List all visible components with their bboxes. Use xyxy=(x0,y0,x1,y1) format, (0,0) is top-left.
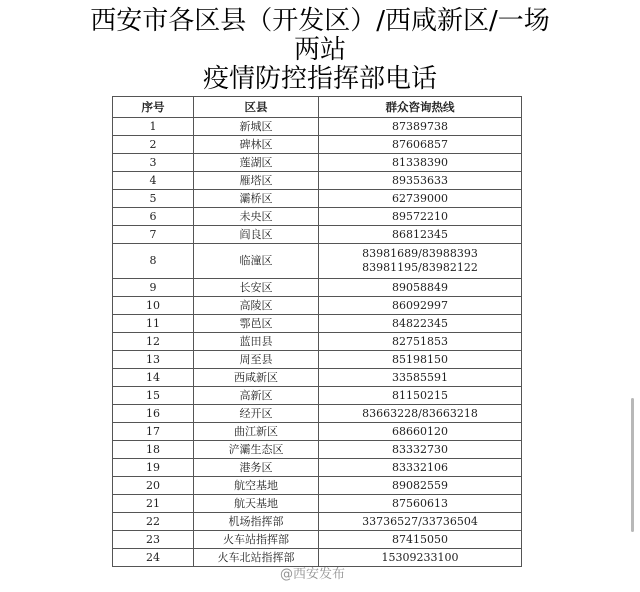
row-district: 新城区 xyxy=(194,118,319,136)
row-district: 碑林区 xyxy=(194,136,319,154)
hotline-table xyxy=(112,96,522,567)
row-district: 临潼区 xyxy=(194,244,319,279)
hotline-number: 86092997 xyxy=(392,298,448,312)
table-row xyxy=(113,441,522,459)
row-number: 8 xyxy=(113,244,194,279)
page-title-line-1: 西安市各区县（开发区）/西咸新区/一场 xyxy=(90,6,550,36)
hotline-number: 83332730 xyxy=(392,442,448,456)
row-number: 18 xyxy=(113,441,194,459)
watermark: @西安发布 xyxy=(280,567,346,582)
table-row xyxy=(113,405,522,423)
row-hotline xyxy=(319,495,522,513)
table-row xyxy=(113,244,522,279)
hotline-number: 68660120 xyxy=(392,424,448,438)
row-hotline xyxy=(319,513,522,531)
table-row xyxy=(113,369,522,387)
hotline-number: 89058849 xyxy=(392,280,448,294)
row-number: 24 xyxy=(113,549,194,567)
row-hotline xyxy=(319,118,522,136)
hotline-number: 89572210 xyxy=(392,209,448,223)
row-hotline xyxy=(319,279,522,297)
row-hotline xyxy=(319,136,522,154)
row-number: 3 xyxy=(113,154,194,172)
row-number: 1 xyxy=(113,118,194,136)
row-hotline xyxy=(319,549,522,567)
table-row xyxy=(113,226,522,244)
row-number: 2 xyxy=(113,136,194,154)
row-hotline xyxy=(319,387,522,405)
row-number: 5 xyxy=(113,190,194,208)
table-row xyxy=(113,423,522,441)
row-hotline xyxy=(319,154,522,172)
row-district: 港务区 xyxy=(194,459,319,477)
hotline-number: 33736527/33736504 xyxy=(362,514,478,528)
row-hotline xyxy=(319,172,522,190)
hotline-number: 85198150 xyxy=(392,352,448,366)
row-district: 航空基地 xyxy=(194,477,319,495)
row-district: 灞桥区 xyxy=(194,190,319,208)
hotline-number: 84822345 xyxy=(392,316,448,330)
row-hotline xyxy=(319,297,522,315)
row-number: 11 xyxy=(113,315,194,333)
hotline-number: 87415050 xyxy=(392,532,448,546)
row-hotline xyxy=(319,441,522,459)
row-number: 9 xyxy=(113,279,194,297)
row-hotline xyxy=(319,208,522,226)
row-district: 火车北站指挥部 xyxy=(194,549,319,567)
hotline-number: 83981195/83982122 xyxy=(362,261,478,274)
row-number: 16 xyxy=(113,405,194,423)
hotline-number: 82751853 xyxy=(392,334,448,348)
table-row xyxy=(113,531,522,549)
row-district: 经开区 xyxy=(194,405,319,423)
row-district: 浐灞生态区 xyxy=(194,441,319,459)
row-number: 4 xyxy=(113,172,194,190)
row-hotline xyxy=(319,405,522,423)
hotline-number: 81150215 xyxy=(392,388,448,402)
page-title-line-3: 疫情防控指挥部电话 xyxy=(202,64,437,94)
table-row xyxy=(113,387,522,405)
row-hotline xyxy=(319,477,522,495)
row-number: 7 xyxy=(113,226,194,244)
header-hotline: 群众咨询热线 xyxy=(319,97,522,118)
row-number: 20 xyxy=(113,477,194,495)
row-district: 蓝田县 xyxy=(194,333,319,351)
hotline-number: 81338390 xyxy=(392,155,448,169)
hotline-number: 33585591 xyxy=(392,370,448,384)
table-row xyxy=(113,154,522,172)
table-row xyxy=(113,279,522,297)
row-number: 23 xyxy=(113,531,194,549)
table-row xyxy=(113,333,522,351)
row-hotline xyxy=(319,423,522,441)
hotline-number: 87560613 xyxy=(392,496,448,510)
table-row xyxy=(113,208,522,226)
row-hotline xyxy=(319,244,522,279)
row-number: 15 xyxy=(113,387,194,405)
row-district: 机场指挥部 xyxy=(194,513,319,531)
hotline-number: 87606857 xyxy=(392,137,448,151)
row-district: 西咸新区 xyxy=(194,369,319,387)
hotline-number: 15309233100 xyxy=(381,550,459,564)
header-number: 序号 xyxy=(113,97,194,118)
scrollbar[interactable] xyxy=(631,398,634,532)
row-hotline xyxy=(319,226,522,244)
row-hotline xyxy=(319,369,522,387)
row-hotline xyxy=(319,459,522,477)
row-number: 22 xyxy=(113,513,194,531)
row-district: 鄠邑区 xyxy=(194,315,319,333)
table-row xyxy=(113,459,522,477)
table-row xyxy=(113,118,522,136)
hotline-number: 83981689/83988393 xyxy=(362,247,478,260)
row-district: 高陵区 xyxy=(194,297,319,315)
row-number: 6 xyxy=(113,208,194,226)
row-number: 21 xyxy=(113,495,194,513)
table-row xyxy=(113,513,522,531)
row-district: 高新区 xyxy=(194,387,319,405)
hotline-number: 89353633 xyxy=(392,173,448,187)
row-district: 周至县 xyxy=(194,351,319,369)
row-district: 火车站指挥部 xyxy=(194,531,319,549)
header-district: 区县 xyxy=(194,97,319,118)
table-row xyxy=(113,351,522,369)
row-hotline xyxy=(319,190,522,208)
row-number: 17 xyxy=(113,423,194,441)
hotline-number: 86812345 xyxy=(392,227,448,241)
table-header-row xyxy=(113,97,522,118)
row-number: 12 xyxy=(113,333,194,351)
row-number: 13 xyxy=(113,351,194,369)
hotline-number: 83663228/83663218 xyxy=(362,406,478,420)
row-district: 航天基地 xyxy=(194,495,319,513)
hotline-number: 87389738 xyxy=(392,119,448,133)
table-row xyxy=(113,172,522,190)
hotline-number: 83332106 xyxy=(392,460,448,474)
row-hotline xyxy=(319,333,522,351)
table-row xyxy=(113,190,522,208)
page-title-line-2: 两站 xyxy=(293,35,346,65)
row-number: 19 xyxy=(113,459,194,477)
table-row xyxy=(113,136,522,154)
table-row xyxy=(113,315,522,333)
row-district: 长安区 xyxy=(194,279,319,297)
hotline-number: 62739000 xyxy=(392,191,448,205)
row-number: 10 xyxy=(113,297,194,315)
row-district: 阎良区 xyxy=(194,226,319,244)
table-row xyxy=(113,495,522,513)
row-district: 莲湖区 xyxy=(194,154,319,172)
row-hotline xyxy=(319,351,522,369)
row-hotline xyxy=(319,531,522,549)
row-district: 未央区 xyxy=(194,208,319,226)
table-row xyxy=(113,297,522,315)
row-district: 雁塔区 xyxy=(194,172,319,190)
table-row xyxy=(113,477,522,495)
hotline-number: 89082559 xyxy=(392,478,448,492)
row-number: 14 xyxy=(113,369,194,387)
row-hotline xyxy=(319,315,522,333)
row-district: 曲江新区 xyxy=(194,423,319,441)
